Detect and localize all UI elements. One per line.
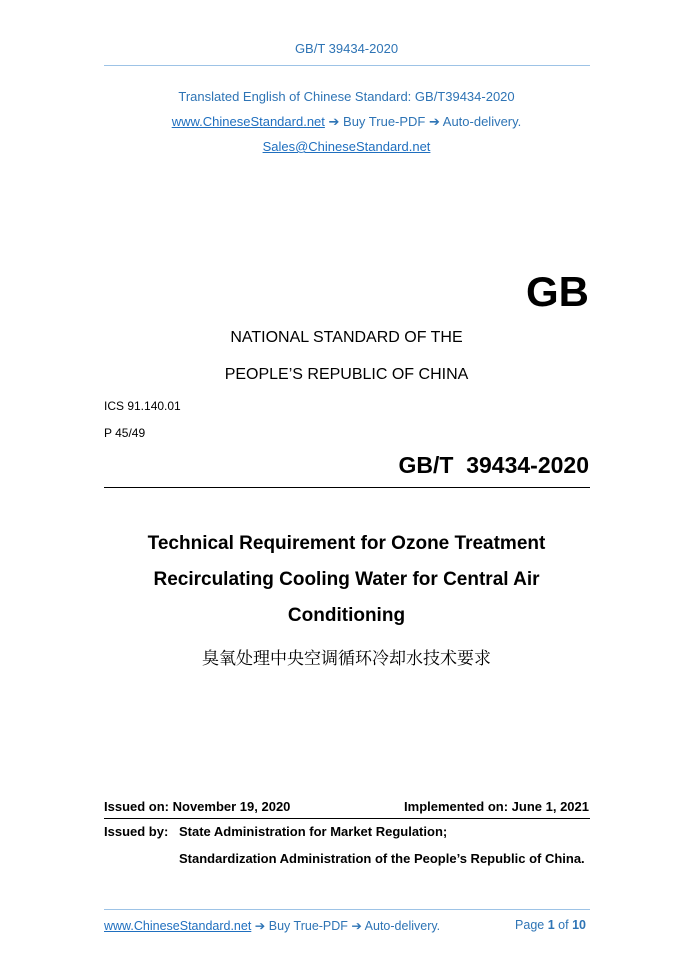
header-divider: [104, 65, 590, 66]
title-line-3: Conditioning: [287, 605, 406, 626]
issued-on: Issued on: November 19, 2020: [104, 799, 291, 814]
footer-buy-text: ➔ Buy True-PDF ➔ Auto-delivery.: [254, 919, 441, 933]
standard-number-rule: [104, 487, 590, 488]
footer-promo: [104, 918, 440, 933]
title-line-2: Recirculating Cooling Water for Central Air: [153, 569, 540, 590]
page-of: of: [558, 918, 569, 932]
implemented-on: Implemented on: June 1, 2021: [404, 799, 589, 814]
promo-line-3: [0, 139, 693, 154]
title-chinese: 臭氧处理中央空调循环冷却水技术要求: [202, 649, 491, 668]
promo-line-1: Translated English of Chinese Standard: GB/T39434-2020: [178, 89, 515, 104]
promo-email-link[interactable]: Sales@ChineseStandard.net: [262, 139, 431, 154]
national-standard-line-2: PEOPLE’S REPUBLIC OF CHINA: [224, 366, 469, 383]
header-standard-code: GB/T 39434-2020: [294, 41, 399, 56]
footer-site-link[interactable]: www.ChineseStandard.net: [104, 919, 252, 933]
page-label: Page: [515, 918, 545, 932]
issued-by-label: Issued by:: [104, 824, 169, 839]
ics-code: ICS 91.140.01: [104, 399, 181, 413]
promo-buy-text: ➔ Buy True-PDF ➔ Auto-delivery.: [328, 114, 522, 129]
issue-info-rule: [104, 818, 590, 819]
title-line-1: Technical Requirement for Ozone Treatment: [147, 533, 546, 554]
issued-by-authority-1: State Administration for Market Regulation;: [179, 824, 448, 839]
p-code: P 45/49: [104, 426, 146, 440]
footer-divider: [104, 909, 590, 910]
national-standard-line-1: NATIONAL STANDARD OF THE: [230, 329, 463, 346]
promo-line-2: [0, 114, 693, 130]
page-total: 10: [572, 918, 586, 932]
gb-mark: GB: [526, 268, 589, 315]
issued-by-authority-2: Standardization Administration of the People’s Republic of China.: [179, 851, 585, 866]
page-current: 1: [547, 918, 555, 932]
page-indicator: [515, 918, 586, 932]
standard-number: GB/T 39434-2020: [398, 452, 589, 478]
promo-site-link[interactable]: www.ChineseStandard.net: [171, 114, 325, 129]
